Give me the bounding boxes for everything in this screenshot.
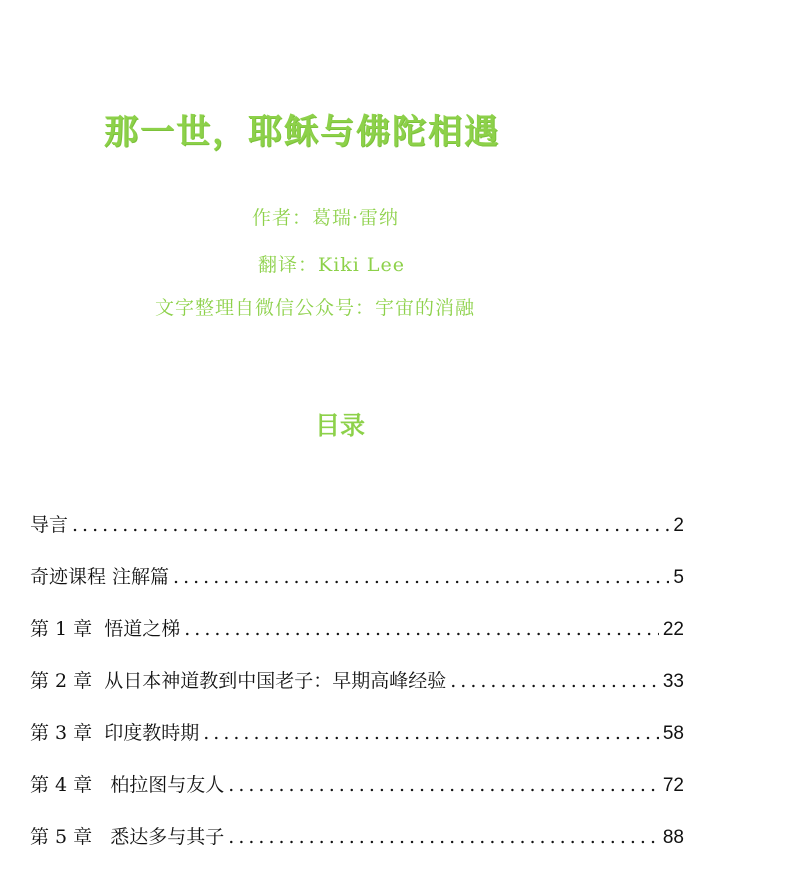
source-credit: 文字整理自微信公众号：宇宙的消融 (155, 297, 476, 319)
translator-credit: 翻译：Kiki Lee (258, 254, 406, 276)
table-of-contents (30, 510, 684, 874)
toc-page-number: 5 (673, 567, 684, 588)
toc-entry-label: 第 4 章 柏拉图与友人 (30, 774, 225, 796)
toc-page-number: 72 (662, 775, 684, 796)
toc-entry-chapter-4[interactable] (30, 770, 684, 822)
toc-page-number: 33 (662, 671, 684, 692)
toc-entry-label: 导言 (30, 514, 69, 536)
toc-dot-leader (203, 722, 659, 744)
toc-dot-leader (228, 774, 659, 796)
toc-entry-label: 第 5 章 悉达多与其子 (30, 826, 225, 848)
toc-entry-introduction[interactable] (30, 510, 684, 562)
toc-page-number: 58 (662, 723, 684, 744)
toc-entry-chapter-1[interactable] (30, 614, 684, 666)
author-credit: 作者：葛瑞·雷纳 (252, 207, 400, 229)
toc-page-number: 2 (673, 515, 684, 536)
toc-entry-commentary[interactable] (30, 562, 684, 614)
toc-entry-chapter-5[interactable] (30, 822, 684, 874)
toc-dot-leader (184, 618, 659, 640)
toc-entry-label: 第 2 章 从日本神道教到中国老子：早期高峰经验 (30, 670, 447, 692)
toc-entry-chapter-2[interactable] (30, 666, 684, 718)
toc-dot-leader (173, 566, 669, 588)
toc-entry-label: 第 3 章 印度教時期 (30, 722, 200, 744)
toc-dot-leader (72, 514, 669, 536)
toc-entry-label: 奇迹课程 注解篇 (30, 566, 170, 588)
toc-heading: 目录 (314, 411, 365, 440)
toc-entry-chapter-3[interactable] (30, 718, 684, 770)
book-title: 那一世，耶稣与佛陀相遇 (104, 112, 500, 152)
toc-page-number: 22 (662, 619, 684, 640)
toc-page-number: 88 (662, 827, 684, 848)
toc-dot-leader (450, 670, 659, 692)
toc-dot-leader (228, 826, 659, 848)
toc-entry-label: 第 1 章 悟道之梯 (30, 618, 181, 640)
